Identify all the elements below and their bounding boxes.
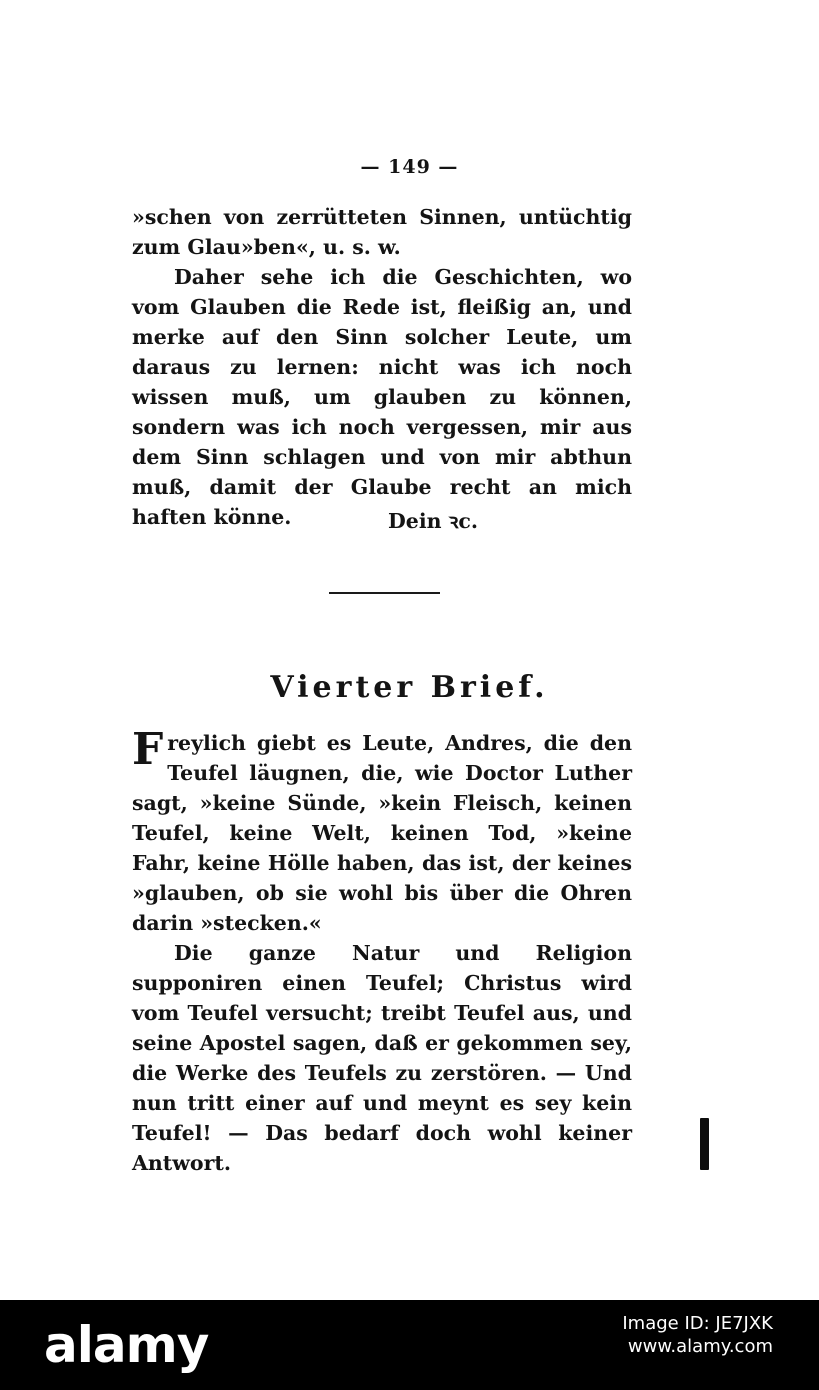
section-divider (329, 592, 440, 594)
image-id-label: Image ID: JE7JXK (622, 1313, 773, 1334)
paragraph: »schen von zerrütteten Sinnen, untüchtig zum Glau»ben«, u. s. w. (132, 205, 632, 259)
paragraph: Die ganze Natur und Religion supponiren einen Teufel; Christus wird vom Teufel versucht; treibt Teufel aus, und seine Apostel sagen, daß er gekommen sey, die Werke des Teufels zu zerstören. — Und nun tritt einer auf und meynt es sey kein Teufel! — Das bedarf doch wohl keiner Antwort. (132, 941, 632, 1175)
paragraph-text: reylich giebt es Leute, Andres, die den Teufel läugnen, die, wie Doctor Luther sagt, »keine Sünde, »kein Fleisch, keinen Teufel, keine Welt, keinen Tod, »keine Fahr, keine Hölle haben, das ist, der keines »glauben, ob sie wohl bis über die Ohren darin »stecken.« (132, 731, 632, 935)
page-number: — 149 — (360, 156, 459, 178)
site-url: www.alamy.com (627, 1336, 773, 1357)
paragraph (132, 724, 632, 938)
drop-cap: F (132, 724, 164, 775)
scan-edge-mark (700, 1118, 709, 1170)
letter-title: Vierter Brief. (270, 670, 549, 705)
paragraph: Daher sehe ich die Geschichten, wo vom Glauben die Rede ist, fleißig an, und merke auf den Sinn solcher Leute, um daraus zu lernen: nicht was ich noch wissen muß, um glauben zu können, sondern was ich noch vergessen, mir aus dem Sinn schlagen und von mir abthun muß, damit der Glaube recht an mich haften könne. (132, 265, 632, 529)
watermark-logo: alamy (44, 1316, 209, 1374)
watermark-info (622, 1312, 773, 1358)
letter-closing: Dein ꝛc. (388, 509, 478, 533)
letter-4-text (132, 724, 632, 1178)
letter-3-text (132, 202, 632, 532)
